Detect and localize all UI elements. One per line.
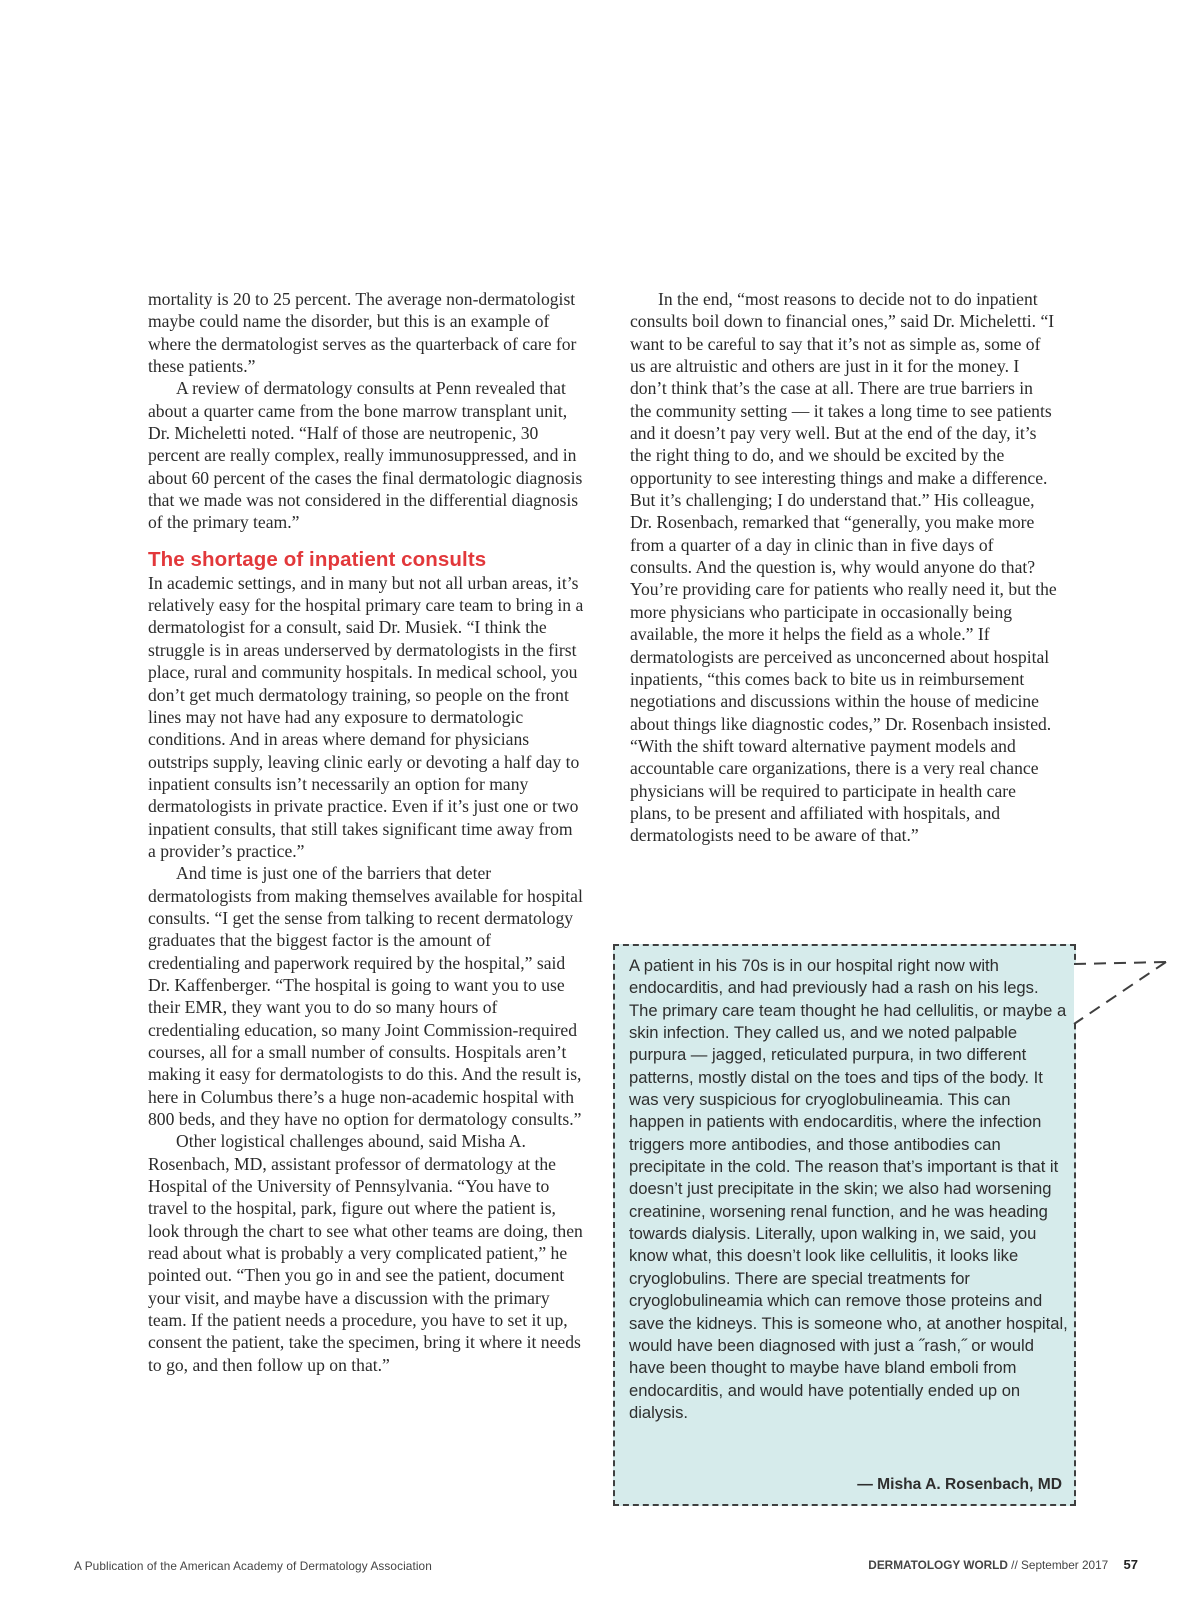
body-paragraph: And time is just one of the barriers that deter dermatologists from making themselves available for hospital consults. “I get the sense from talking to recent dermatology graduates that the biggest factor is the amount of credentialing and paperwork required by the hospital,” said Dr. Kaffenberger. “The hospital is going to want you to use their EMR, they want you to do so many hours of credentialing education, so many Joint Commission-required courses, all for a small number of consults. Hospitals aren’t making it easy for dermatologists to do this. And the result is, here in Columbus there’s a huge non-academic hospital with 800 beds, and they have no option for dermatology consults.” <box>148 863 583 1130</box>
folio <box>868 1557 1138 1572</box>
folio-separator: // <box>1011 1558 1018 1572</box>
magazine-name: DERMATOLOGY WORLD <box>868 1558 1008 1572</box>
speech-bubble-tail-icon <box>1074 964 1170 1034</box>
issue-date: September 2017 <box>1021 1558 1109 1572</box>
page-number: 57 <box>1123 1557 1138 1572</box>
body-paragraph: In the end, “most reasons to decide not to do inpatient consults boil down to financial ones,” said Dr. Micheletti. “I want to be careful to say that it’s not as simple as, some of us are altruistic and others are just in it for the money. I don’t think that’s the case at all. There are true barriers in the community setting — it takes a long time to see patients and it doesn’t pay very well. But at the end of the day, it’s the right thing to do, and we should be excited by the opportunity to see interesting things and make a difference. But it’s challenging; I do understand that.” His colleague, Dr. Rosenbach, remarked that “generally, you make more from a quarter of a day in clinic than in five days of consults. And the question is, why would anyone do that? You’re providing care for patients who really need it, but the more physicians who participate in occasionally being available, the more it helps the field as a whole.” If dermatologists are perceived as unconcerned about hospital inpatients, “this comes back to bite us in reimbursement negotiations and discussions within the house of medicine about things like diagnostic codes,” Dr. Rosenbach insisted. “With the shift toward alternative payment models and accountable care organizations, there is a very real chance physicians will be required to participate in health care plans, to be present and affiliated with hospitals, and dermatologists need to be aware of that.” <box>630 289 1057 846</box>
pull-quote-attribution: — Misha A. Rosenbach, MD <box>857 1476 1062 1493</box>
pull-quote-text: A patient in his 70s is in our hospital right now with endocarditis, and had previously had a rash on his legs. The primary care team thought he had cellulitis, or maybe a skin infection. They called us, and we noted palpable purpura — jagged, reticulated purpura, in two different patterns, mostly distal on the toes and tips of the body. It was very suspicious for cryoglobulineamia. This can happen in patients with endocarditis, where the infection triggers more antibodies, and those antibodies can precipitate in the cold. The reason that’s important is that it doesn’t just precipitate in the skin; we also had worsening creatinine, worsening renal function, and he was heading towards dialysis. Literally, upon walking in, we said, you know what, this doesn’t look like cellulitis, it looks like cryoglobulins. There are special treatments for cryoglobulineamia which can remove those proteins and save the kidneys. This is someone who, at another hospital, would have been diagnosed with just a ˝rash,˝ or would have been thought to maybe have bland emboli from endocarditis, and would have potentially ended up on dialysis. <box>629 956 1068 1422</box>
publisher-line: A Publication of the American Academy of Dermatology Association <box>74 1559 432 1573</box>
right-column <box>630 288 1058 847</box>
body-paragraph: Other logistical challenges abound, said Misha A. Rosenbach, MD, assistant professor of dermatology at the Hospital of the University of Pennsylvania. “You have to travel to the hospital, park, figure out where the patient is, look through the chart to see what other teams are doing, then read about what is probably a very complicated patient,” he pointed out. “Then you go in and see the patient, document your visit, and maybe have a discussion with the primary team. If the patient needs a procedure, you have to set it up, consent the patient, take the specimen, bring it where it needs to go, and then follow up on that.” <box>148 1131 583 1375</box>
body-paragraph: A review of dermatology consults at Penn revealed that about a quarter came from the bone marrow transplant unit, Dr. Micheletti noted. “Half of those are neutropenic, 30 percent are really complex, really immunosuppressed, and in about 60 percent of the cases the final dermatologic diagnosis that we made was not considered in the differential diagnosis of the primary team.” <box>148 378 583 533</box>
body-paragraph: mortality is 20 to 25 percent. The average non-dermatologist maybe could name the disorder, but this is an example of where the dermatologist serves as the quarterback of care for these patients.” <box>148 289 577 377</box>
left-column <box>148 288 584 1376</box>
body-paragraph: In academic settings, and in many but not all urban areas, it’s relatively easy for the hospital primary care team to bring in a dermatologist for a consult, said Dr. Musiek. “I think the struggle is in areas underserved by dermatologists in the first place, rural and community hospitals. In medical school, you don’t get much dermatology training, so people on the front lines may not have had any exposure to dermatologic conditions. And in areas where demand for physicians outstrips supply, leaving clinic early or devoting a half day to inpatient consults isn’t necessarily an option for many dermatologists in private practice. Even if it’s just one or two inpatient consults, that still takes significant time away from a provider’s practice.” <box>148 572 584 861</box>
section-heading: The shortage of inpatient consults <box>148 547 487 571</box>
